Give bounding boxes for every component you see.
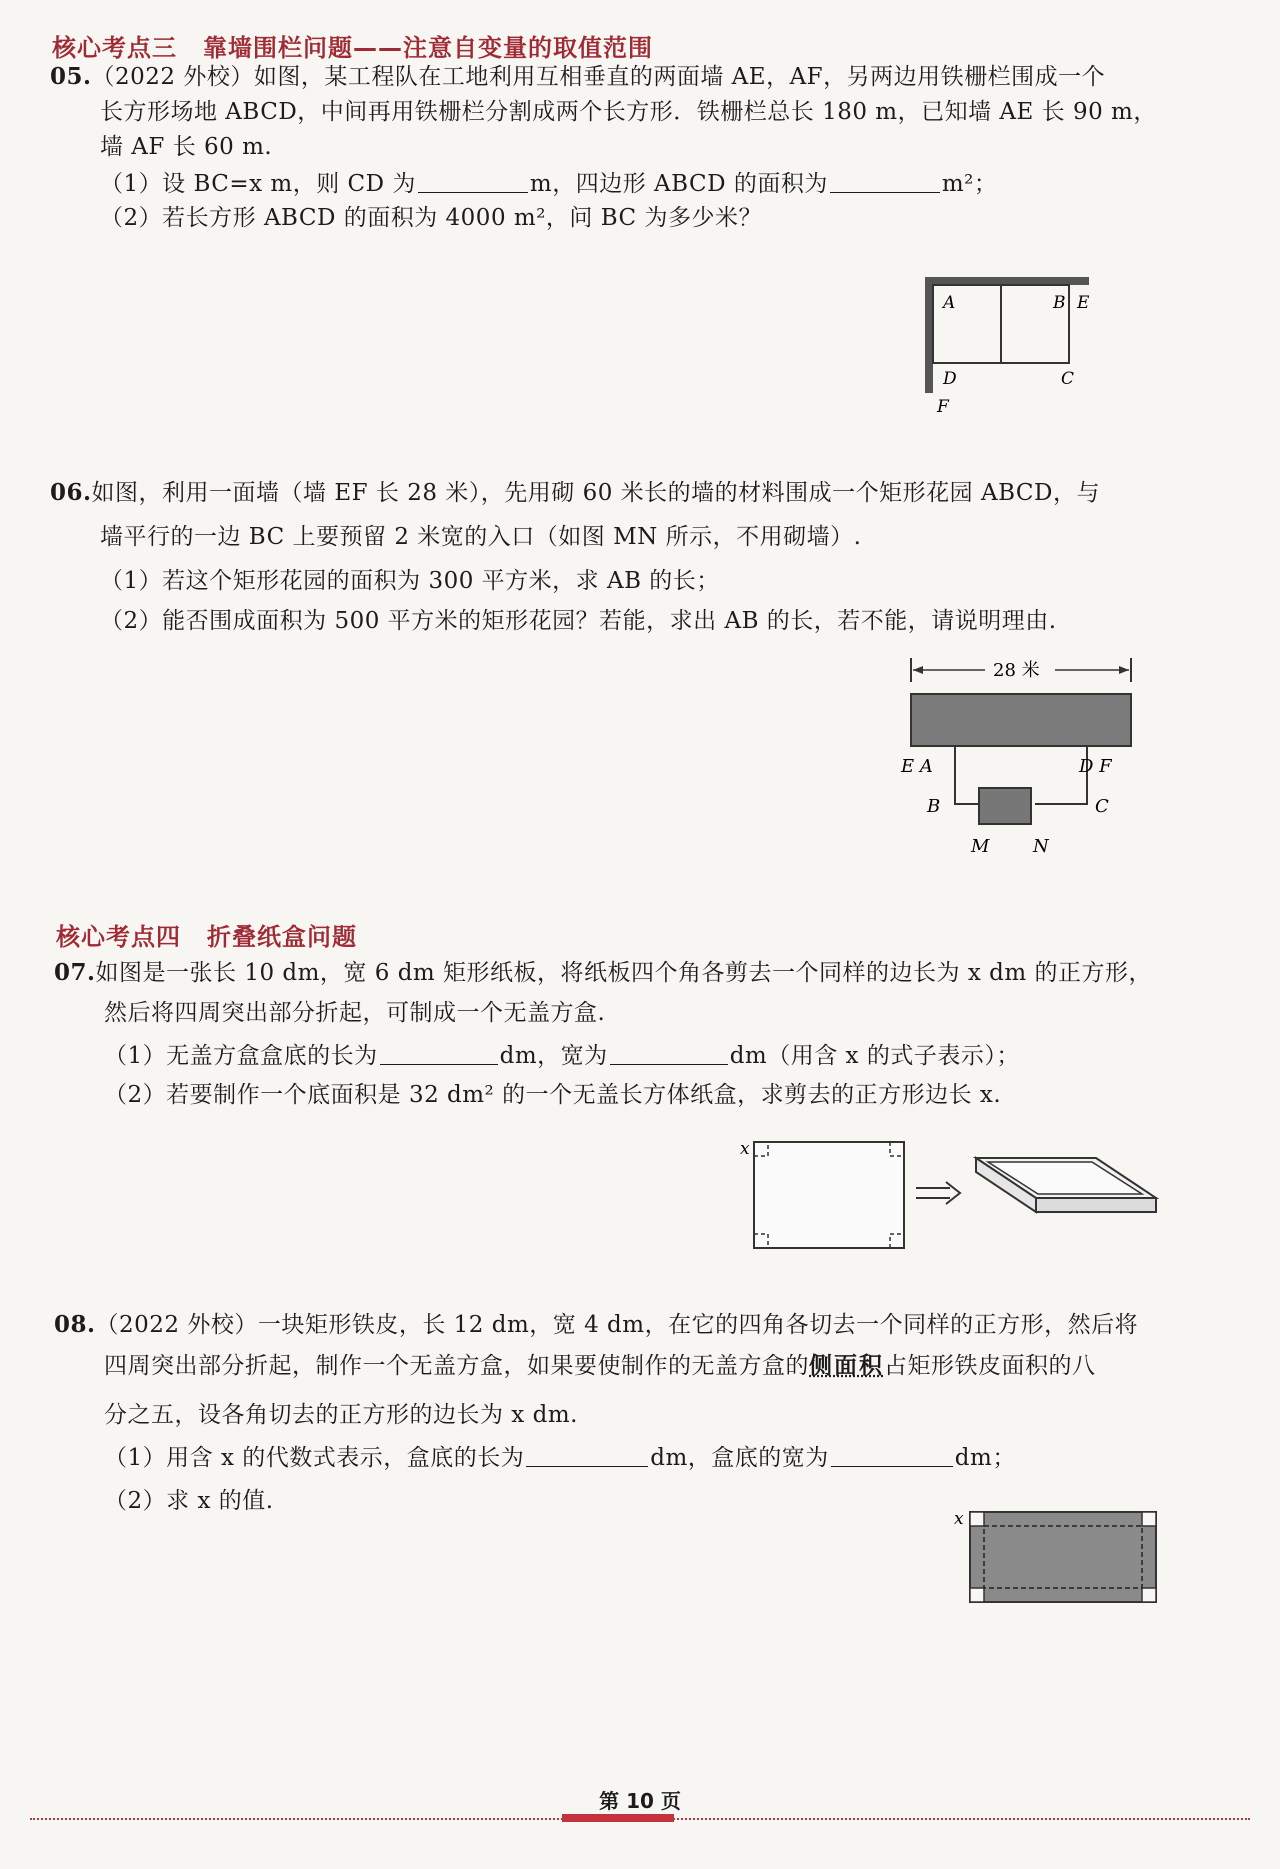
section-heading-4 — [56, 917, 357, 952]
q07-line1 — [54, 958, 1152, 988]
label-b: B — [927, 796, 941, 817]
q08-part2: （2）求 x 的值. — [104, 1488, 274, 1514]
q07-part1-text: （1）无盖方盒盒底的长为 — [104, 1043, 378, 1069]
q07-part1 — [104, 1040, 1020, 1071]
label-x: x — [740, 1139, 750, 1159]
label-m: M — [971, 836, 990, 857]
q08-part1 — [104, 1442, 1016, 1473]
q07-part1-text-c: dm（用含 x 的式子表示）； — [729, 1043, 1020, 1069]
answer-blank[interactable] — [380, 1040, 498, 1065]
question-number: 06. — [50, 479, 92, 506]
question-number: 07. — [54, 959, 96, 986]
label-df: D F — [1079, 756, 1112, 777]
q05-part1 — [100, 168, 997, 199]
q08-text-c: 占矩形铁皮面积的八 — [884, 1353, 1096, 1379]
label-e: E — [1077, 293, 1090, 313]
q05-part1-text: （1）设 BC=x m，则 CD 为 — [100, 171, 416, 197]
q06-part1: （1）若这个矩形花园的面积为 300 平方米，求 AB 的长； — [100, 568, 720, 594]
q08-line1 — [54, 1310, 1138, 1340]
q05-line1 — [50, 62, 1105, 92]
q05-line2: 长方形场地 ABCD，中间再用铁栅栏分割成两个长方形．铁栅栏总长 180 m，已知墙 AE 长 90 m， — [100, 99, 1157, 125]
corner-square — [1142, 1512, 1156, 1526]
answer-blank[interactable] — [418, 168, 528, 193]
q05-part1-text-b: m，四边形 ABCD 的面积为 — [529, 171, 828, 197]
wall-ef — [911, 694, 1131, 746]
label-x: x — [954, 1509, 964, 1529]
wall-ae — [925, 277, 1089, 285]
q08-emphasis: 侧面积 — [809, 1352, 884, 1379]
arrow-icon — [946, 1182, 960, 1204]
corner-square — [1142, 1588, 1156, 1602]
q08-part1-text-c: dm； — [954, 1445, 1016, 1471]
arrow-left — [913, 666, 923, 674]
q07-text: 如图是一张长 10 dm，宽 6 dm 矩形纸板，将纸板四个角各剪去一个同样的边长为 x dm 的正方形， — [95, 960, 1152, 986]
section-title: 靠墙围栏问题——注意自变量的取值范围 — [203, 34, 653, 62]
q08-text-a: 四周突出部分折起，制作一个无盖方盒，如果要使制作的无盖方盒的 — [104, 1353, 809, 1379]
arrow-right — [1119, 666, 1129, 674]
q08-line2 — [104, 1351, 1096, 1381]
section-title: 折叠纸盒问题 — [207, 923, 357, 951]
q06-part2: （2）能否围成面积为 500 平方米的矩形花园？若能，求出 AB 的长，若不能，请说明理由. — [100, 608, 1057, 634]
q08-text: （2022 外校）一块矩形铁皮，长 12 dm，宽 4 dm，在它的四角各切去一个同样的正方形，然后将 — [95, 1312, 1139, 1338]
page-number: 第 10 页 — [599, 1789, 681, 1813]
label-d: D — [943, 369, 957, 389]
question-number: 05. — [50, 63, 92, 90]
box-side-front — [1036, 1198, 1156, 1212]
q06-line2: 墙平行的一边 BC 上要预留 2 米宽的入口（如图 MN 所示，不用砌墙）. — [100, 524, 862, 550]
q06-figure — [895, 652, 1145, 862]
corner-square — [970, 1512, 984, 1526]
section-heading-3 — [52, 28, 653, 63]
label-c: C — [1095, 796, 1109, 817]
q05-part1-text-c: m²； — [941, 171, 998, 197]
answer-blank[interactable] — [830, 168, 940, 193]
answer-blank[interactable] — [610, 1040, 728, 1065]
section-label: 核心考点三 — [52, 34, 177, 62]
section-label: 核心考点四 — [56, 923, 181, 951]
label-f: F — [937, 397, 949, 417]
q07-part2: （2）若要制作一个底面积是 32 dm² 的一个无盖长方体纸盒，求剪去的正方形边长 x. — [104, 1082, 1002, 1108]
question-number: 08. — [54, 1311, 96, 1338]
label-a: A — [943, 293, 956, 313]
wall-af — [925, 277, 933, 393]
label-c: C — [1061, 369, 1075, 389]
answer-blank[interactable] — [831, 1442, 953, 1467]
q06-line1 — [50, 478, 1100, 508]
paper-board — [754, 1142, 904, 1248]
answer-blank[interactable] — [526, 1442, 648, 1467]
q05-figure — [915, 272, 1095, 422]
width-label: 28 米 — [993, 660, 1040, 681]
q07-line2: 然后将四周突出部分折起，可制成一个无盖方盒. — [104, 1000, 606, 1026]
q08-figure — [952, 1506, 1162, 1606]
q05-text: （2022 外校）如图，某工程队在工地利用互相垂直的两面墙 AE，AF，另两边用铁栅栏围成一个 — [91, 64, 1106, 90]
q07-figure — [738, 1136, 1168, 1256]
q08-part1-text: （1）用含 x 的代数式表示，盒底的长为 — [104, 1445, 525, 1471]
footer-bar — [562, 1814, 674, 1822]
q05-part2: （2）若长方形 ABCD 的面积为 4000 m²，问 BC 为多少米？ — [100, 205, 762, 231]
q08-line3: 分之五，设各角切去的正方形的边长为 x dm. — [104, 1402, 578, 1428]
q07-part1-text-b: dm，宽为 — [499, 1043, 608, 1069]
q08-part1-text-b: dm，盒底的宽为 — [650, 1445, 829, 1471]
label-ea: E A — [901, 756, 933, 777]
q06-text: 如图，利用一面墙（墙 EF 长 28 米），先用砌 60 米长的墙的材料围成一个矩形花园 ABCD，与 — [91, 480, 1100, 506]
label-b: B — [1053, 293, 1066, 313]
q05-line3: 墙 AF 长 60 m. — [100, 134, 273, 160]
corner-square — [970, 1588, 984, 1602]
label-n: N — [1033, 836, 1049, 857]
entrance-mn — [979, 788, 1031, 824]
